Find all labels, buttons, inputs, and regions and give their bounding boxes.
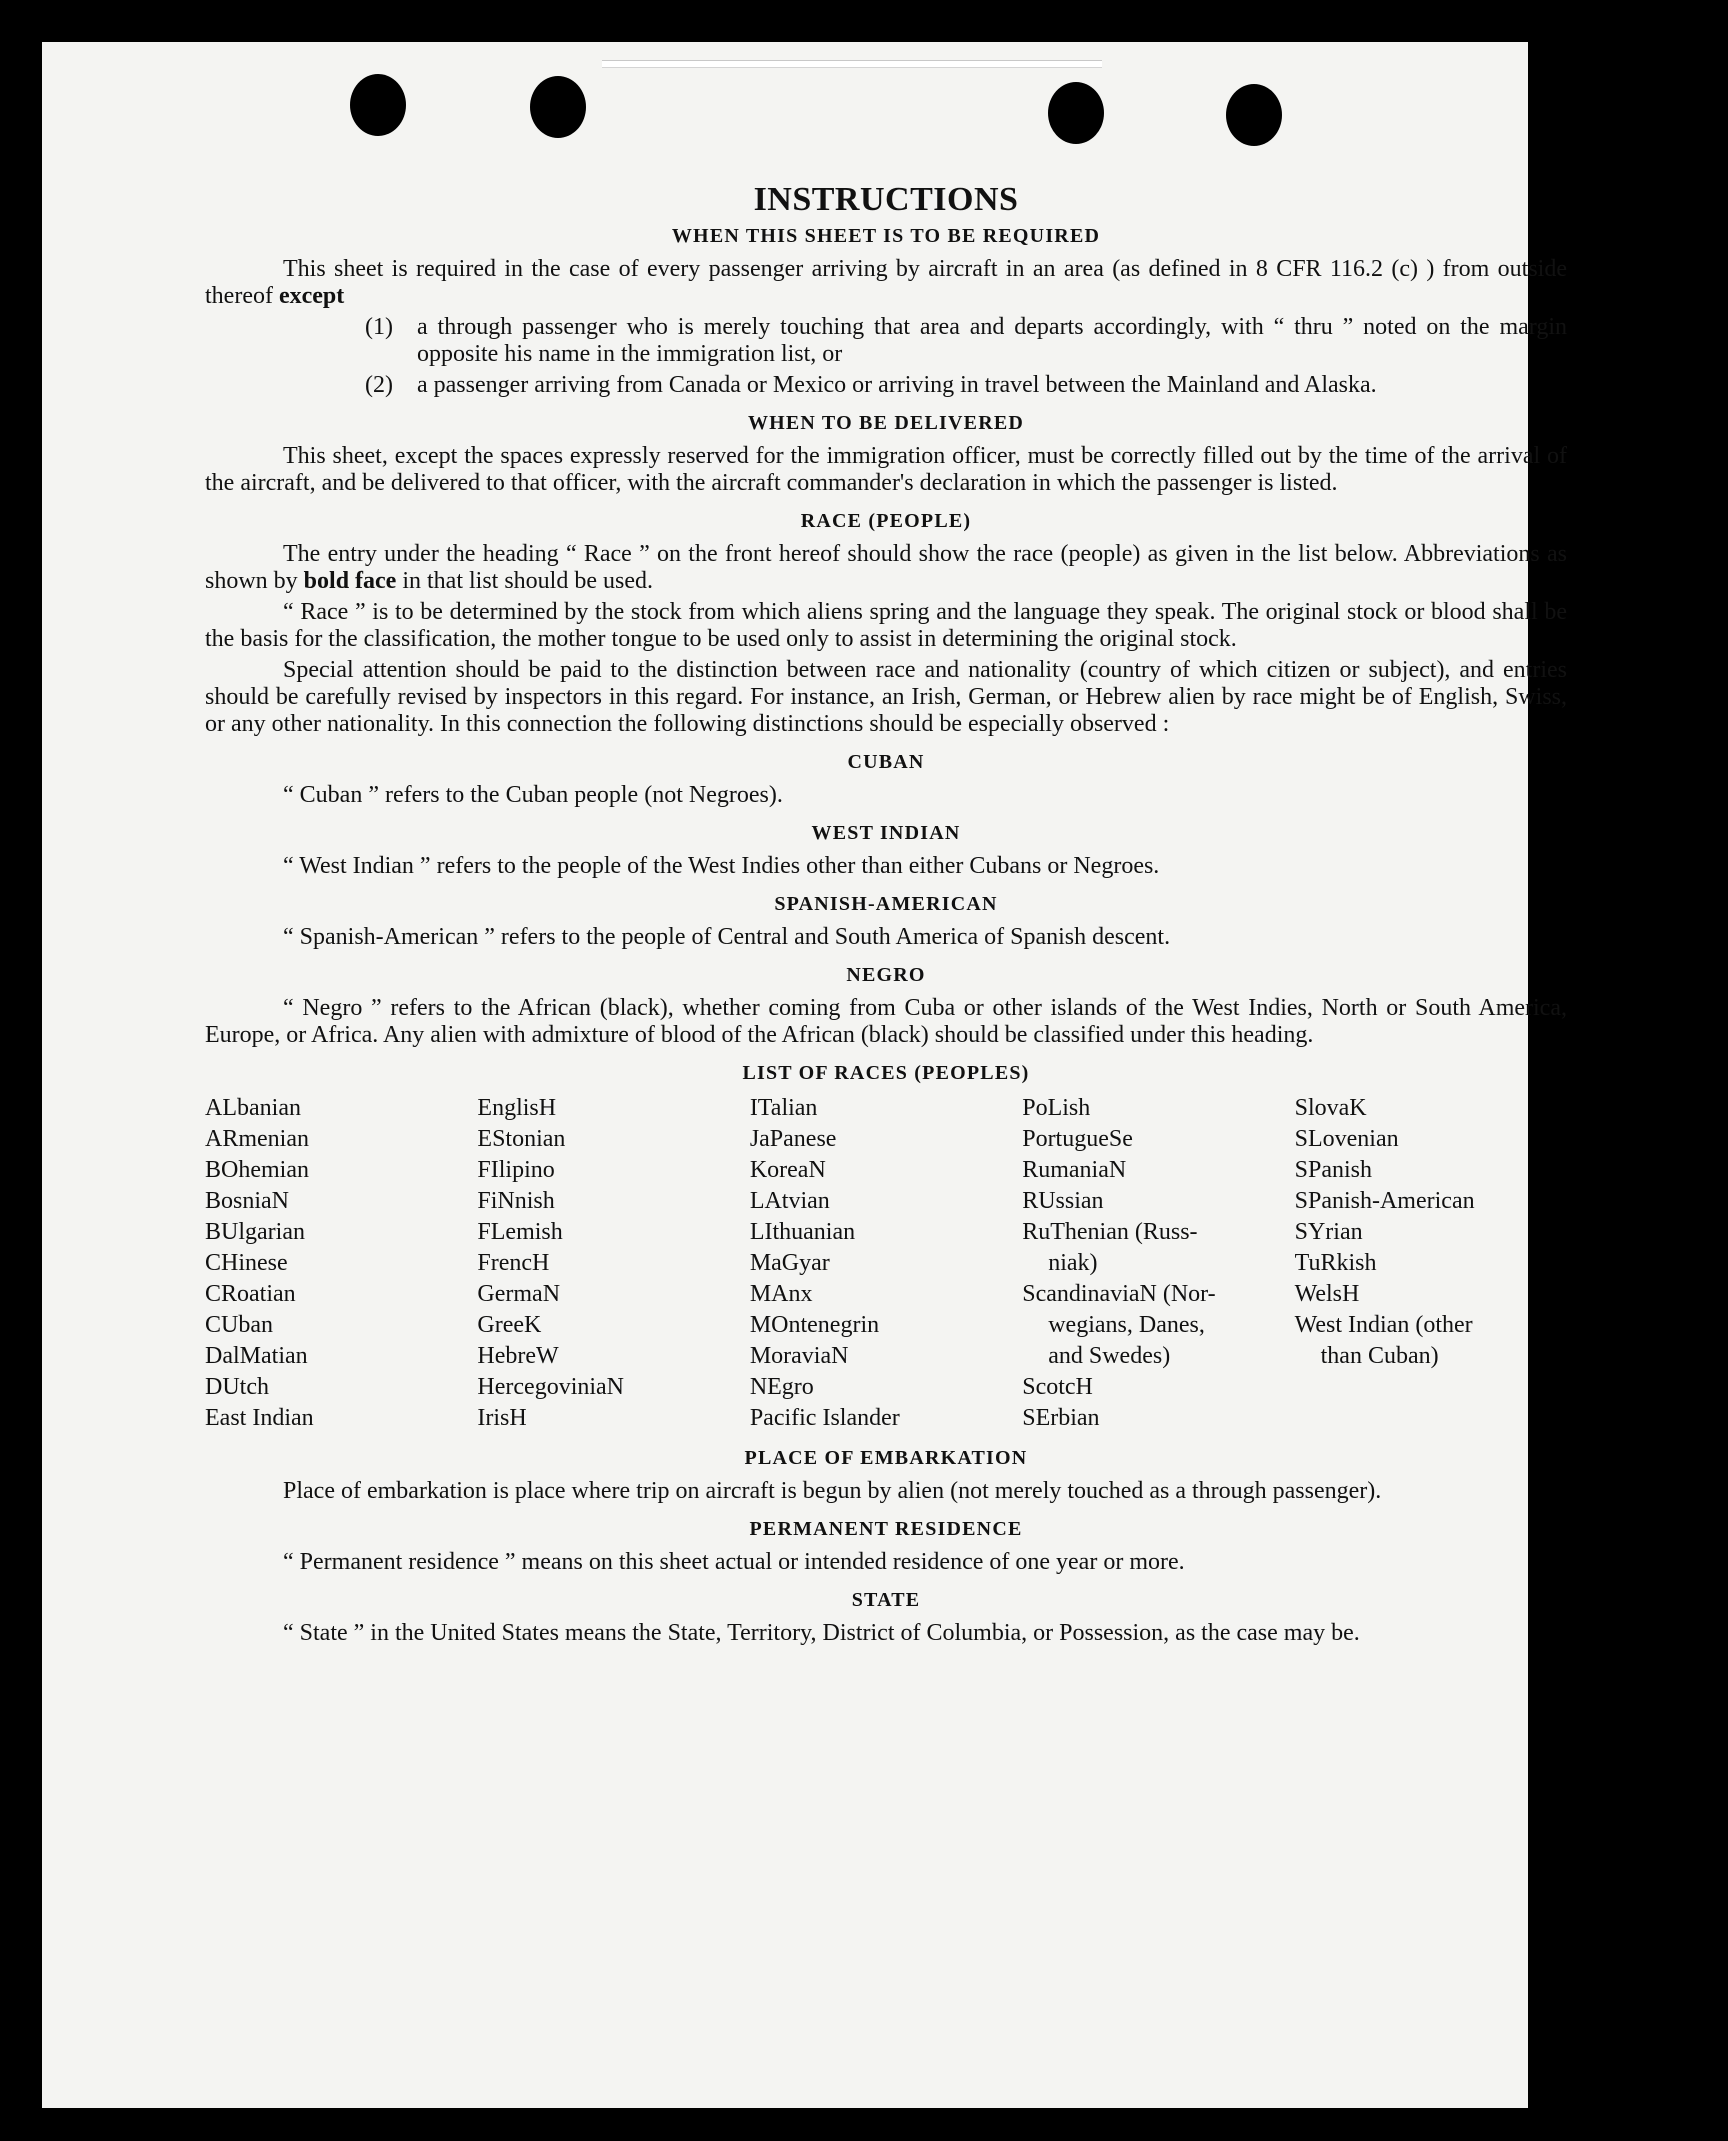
race-entry: GreeK	[477, 1312, 542, 1338]
race-entry: SLovenian	[1294, 1126, 1399, 1152]
race-entry: SYrian	[1294, 1219, 1363, 1245]
race-entry: LIthuanian	[749, 1219, 856, 1245]
race-column	[205, 1093, 477, 1434]
race-entry: Pacific Islander	[749, 1405, 900, 1431]
race-entry: wegians, Danes,	[1048, 1312, 1205, 1338]
race-entry: LAtvian	[749, 1188, 830, 1214]
race-entry: SErbian	[1022, 1405, 1100, 1431]
paragraph: “ State ” in the United States means the State, Territory, District of Columbia, or Possession, as the case may be.	[283, 1620, 1360, 1646]
race-entry: BUlgarian	[205, 1219, 305, 1245]
race-entry: CUban	[205, 1312, 273, 1338]
race-entry: than Cuban)	[1320, 1343, 1439, 1369]
punch-hole	[1048, 82, 1104, 144]
paragraph: “ Spanish-American ” refers to the people of Central and South America of Spanish descent.	[283, 924, 1171, 950]
section-title: SPANISH-AMERICAN	[774, 893, 998, 915]
race-entry: EnglisH	[477, 1095, 557, 1121]
race-entry: EStonian	[477, 1126, 566, 1152]
race-entry: MOntenegrin	[749, 1312, 880, 1338]
race-entry: JaPanese	[749, 1126, 837, 1152]
paragraph: Place of embarkation is place where trip on aircraft is begun by alien (not merely touched as a through passenger).	[283, 1478, 1382, 1504]
paragraph: The entry under the heading “ Race ” on the front hereof should show the race (people) as given in the list below. Abbreviations as shown by bold face in that list should be used.	[205, 541, 1567, 594]
section-title: WHEN TO BE DELIVERED	[747, 412, 1025, 434]
paragraph: This sheet, except the spaces expressly reserved for the immigration officer, must be correctly filled out by the time of the arrival of the aircraft, and be delivered to that officer, with the aircraft commander's declaration in which the passenger is listed.	[205, 443, 1567, 496]
race-entry: HebreW	[477, 1343, 559, 1369]
race-entry: East Indian	[205, 1405, 314, 1431]
race-entry: KoreaN	[749, 1157, 826, 1183]
section-title: LIST OF RACES (PEOPLES)	[742, 1062, 1030, 1084]
race-entry: ScandinaviaN (Nor-	[1022, 1281, 1216, 1307]
race-entry: FIlipino	[477, 1157, 555, 1183]
section-title: RACE (PEOPLE)	[800, 510, 972, 532]
race-entry: and Swedes)	[1048, 1343, 1171, 1369]
race-entry: DUtch	[205, 1374, 269, 1400]
section-title: NEGRO	[846, 964, 926, 986]
section-title: CUBAN	[847, 751, 925, 773]
race-entry: SPanish-American	[1294, 1188, 1475, 1214]
punch-hole	[1226, 84, 1282, 146]
race-entry: RumaniaN	[1022, 1157, 1127, 1183]
paragraph: This sheet is required in the case of every passenger arriving by aircraft in an area (as defined in 8 CFR 116.2 (c) ) from outside thereof except	[205, 256, 1567, 309]
section-title: WHEN THIS SHEET IS TO BE REQUIRED	[671, 225, 1101, 247]
paragraph: “ Permanent residence ” means on this sheet actual or intended residence of one year or more.	[283, 1549, 1185, 1575]
race-entry: WelsH	[1294, 1281, 1360, 1307]
race-entry: FLemish	[477, 1219, 563, 1245]
race-entry: HercegoviniaN	[477, 1374, 625, 1400]
paragraph: “ Cuban ” refers to the Cuban people (not Negroes).	[283, 782, 783, 808]
punch-hole	[350, 74, 406, 136]
race-entry: BosniaN	[205, 1188, 289, 1214]
race-entry: CRoatian	[205, 1281, 296, 1307]
race-entry: TuRkish	[1294, 1250, 1377, 1276]
race-entry: PortugueSe	[1022, 1126, 1133, 1152]
race-entry: MoraviaN	[749, 1343, 849, 1369]
race-entry: IrisH	[477, 1405, 527, 1431]
race-entry: NEgro	[749, 1374, 814, 1400]
paragraph: Special attention should be paid to the distinction between race and nationality (country of which citizen or subject), and entries should be carefully revised by inspectors in this regard. For instance, an Irish, German, or Hebrew alien by race might be of English, Swiss, or any other nationality. In this connection the following distinctions should be especially observed :	[205, 657, 1567, 737]
race-entry: PoLish	[1022, 1095, 1091, 1121]
race-entry: MaGyar	[749, 1250, 830, 1276]
race-column	[750, 1093, 1022, 1434]
instructions-body	[205, 180, 1567, 1647]
race-entry: SlovaK	[1294, 1095, 1367, 1121]
race-entry: GermaN	[477, 1281, 561, 1307]
paragraph: “ West Indian ” refers to the people of the West Indies other than either Cubans or Negroes.	[283, 853, 1160, 879]
race-entry: DalMatian	[205, 1343, 308, 1369]
race-entry: ScotcH	[1022, 1374, 1093, 1400]
race-entry: ALbanian	[205, 1095, 301, 1121]
race-entry: niak)	[1048, 1250, 1098, 1276]
race-entry: RUssian	[1022, 1188, 1104, 1214]
document-sheet	[42, 42, 1567, 2108]
section-title: WEST INDIAN	[811, 822, 961, 844]
race-column	[477, 1093, 749, 1434]
race-entry: West Indian (other	[1294, 1312, 1473, 1338]
list-item: (1) a through passenger who is merely touching that area and departs accordingly, with “ thru ” noted on the margin opposite his name in the immigration list, or	[365, 314, 1567, 367]
race-column	[1022, 1093, 1294, 1434]
paragraph: “ Race ” is to be determined by the stock from which aliens spring and the language they speak. The original stock or blood shall be the basis for the classification, the mother tongue to be used only to assist in determining the original stock.	[205, 599, 1567, 652]
section-title: PERMANENT RESIDENCE	[749, 1518, 1023, 1540]
race-entry: BOhemian	[205, 1157, 309, 1183]
race-entry: CHinese	[205, 1250, 288, 1276]
race-entry: MAnx	[749, 1281, 813, 1307]
race-column	[1295, 1093, 1567, 1434]
punch-hole	[530, 76, 586, 138]
list-item: (2) a passenger arriving from Canada or Mexico or arriving in travel between the Mainland and Alaska.	[365, 372, 1377, 398]
race-entry: RuThenian (Russ-	[1022, 1219, 1198, 1245]
paragraph: “ Negro ” refers to the African (black), whether coming from Cuba or other islands of the West Indies, North or South America, Europe, or Africa. Any alien with admixture of blood of the African (black) should be classified under this heading.	[205, 995, 1567, 1048]
paper-crease	[602, 60, 1102, 68]
race-entry: FrencH	[477, 1250, 550, 1276]
page-title: INSTRUCTIONS	[753, 181, 1019, 218]
race-entry: FiNnish	[477, 1188, 555, 1214]
race-list	[205, 1093, 1567, 1434]
race-entry: SPanish	[1294, 1157, 1372, 1183]
section-title: PLACE OF EMBARKATION	[744, 1447, 1028, 1469]
section-title: STATE	[851, 1589, 921, 1611]
race-entry: ARmenian	[205, 1126, 309, 1152]
race-entry: ITalian	[749, 1095, 818, 1121]
